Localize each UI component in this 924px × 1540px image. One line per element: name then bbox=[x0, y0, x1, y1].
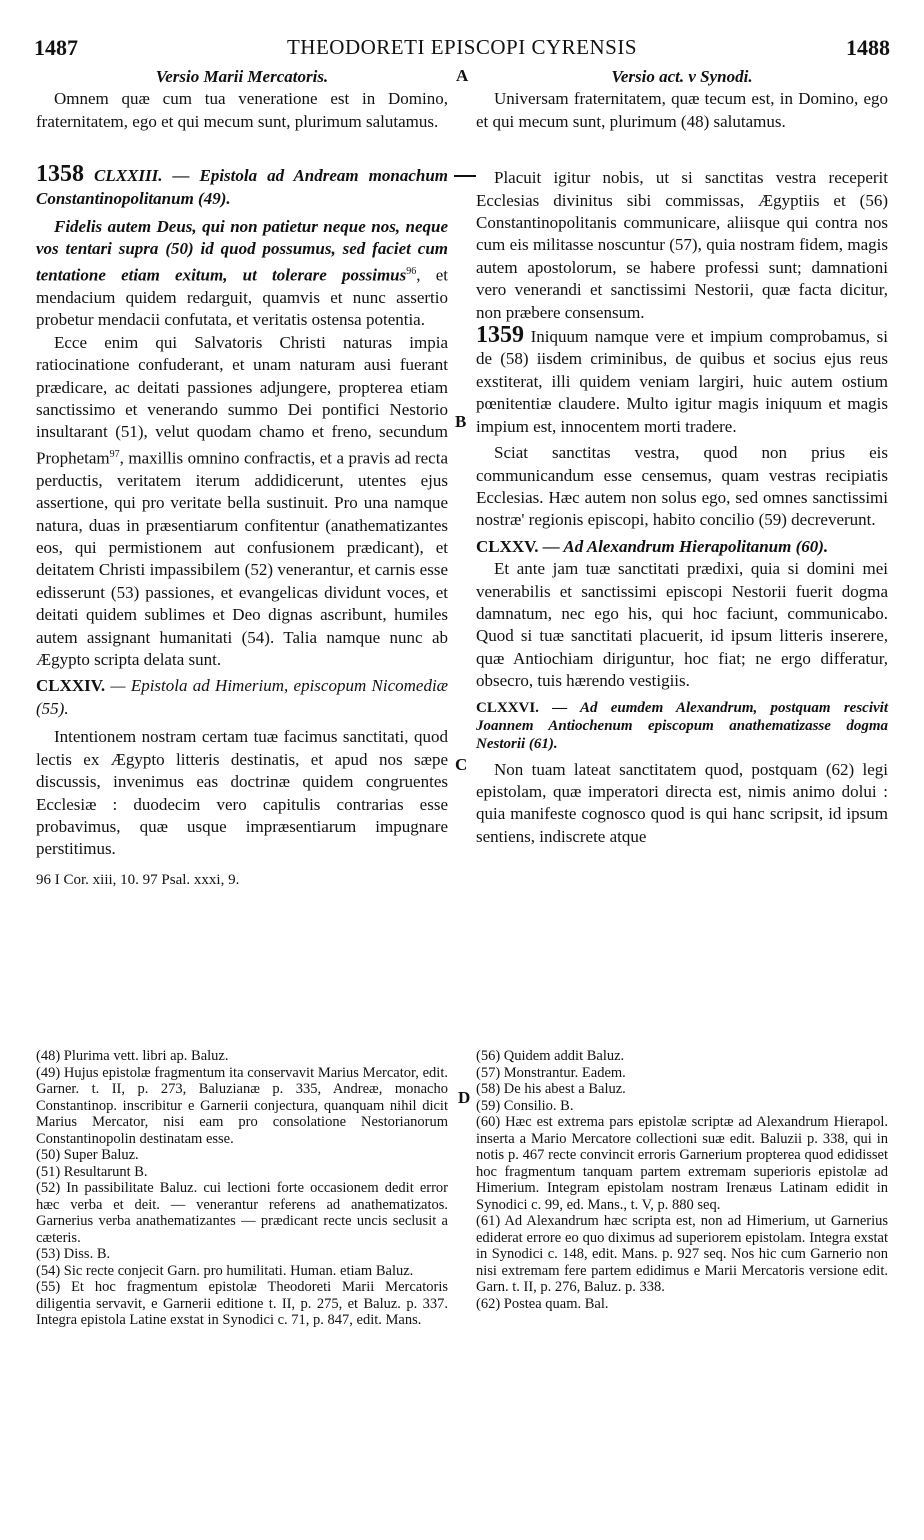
margin-letter-d: D bbox=[458, 1088, 471, 1107]
footnote-ref: 97 bbox=[109, 448, 120, 460]
note-48: (48) Plurima vett. libri ap. Baluz. bbox=[36, 1048, 229, 1064]
right-paragraph-1: Placuit igitur nobis, ut si sanctitas vestra receperit Ecclesias divinitus sibi commissas, Ægyptiis et (56) Constantinopolitanis communicare, aliisque qui contra nos cum eis militasse noscuntur (57), quia nostram fidem, magis autem apostolorum, se habere professi sunt; damnationi vero venerandi et sanctissimi Nestorii, quæ facta dicitur, non præbere consensum. bbox=[476, 168, 888, 322]
version-text-right: Universam fraternitatem, quæ tecum est, in Domino, ego et qui mecum sunt, plurimum (48) salutamus. bbox=[476, 89, 888, 131]
footnote-ref: 96 bbox=[406, 265, 417, 277]
page-number-left: 1487 bbox=[34, 35, 78, 60]
notes-left bbox=[36, 1048, 448, 1329]
note-52: (52) In passibilitate Baluz. cui lectioni forte occasionem dedit error hæc verba et deit. — venerantur referens ad anathematizatos. Garnerius verba anathematizantes — prædicant recte uncis seclusit a cæteris. bbox=[36, 1180, 448, 1246]
scripture-quote: Fidelis autem Deus, qui non patietur neque nos, neque vos tentari supra (50) id quod possumus, sed faciet cum tentatione etiam exitum, ut tolerare possimus bbox=[36, 217, 448, 285]
note-50: (50) Super Baluz. bbox=[36, 1147, 139, 1163]
version-text-left: Omnem quæ cum tua veneratione est in Domino, fraternitatem, ego et qui mecum sunt, plurimum salutamus. bbox=[36, 89, 448, 131]
note-62: (62) Postea quam. Bal. bbox=[476, 1295, 609, 1312]
note-51: (51) Resultarunt B. bbox=[36, 1163, 148, 1180]
running-header bbox=[30, 33, 894, 63]
epistle-173-heading bbox=[36, 163, 448, 210]
epistle-175-heading bbox=[476, 536, 888, 558]
note-58: (58) De his abest a Baluz. bbox=[476, 1081, 626, 1097]
margin-letter-c: C bbox=[455, 755, 468, 774]
note-54: (54) Sic recte conjecit Garn. pro humilitati. Human. etiam Baluz. bbox=[36, 1262, 414, 1279]
note-55: (55) Et hoc fragmentum epistolæ Theodoreti Marii Mercatoris diligentia servavit, e Garnerii editione t. II, p. 275, et Baluz. p. 337. Integra epistola Latine exstat in Synodici c. 71, p. 847, edit. Mans. bbox=[36, 1279, 448, 1328]
margin-letter-a: A bbox=[456, 66, 469, 85]
paragraph-text: Ecce enim qui Salvatoris Christi naturas impia ratiocinatione confuderant, et unam naturam ausi fuerant prædicare, ac deitati passiones adjungere, propterea etiam sanctissimo et venerando summo Dei pontifici Nestorio insultarant (51), velut quodam chamo et freno, secundum Prophetam bbox=[36, 332, 448, 468]
paragraph-text: , maxillis omnino confractis, et a pravis ad recta perductis, veritatem iterum addidicerunt, utentes ejus assertione, qui pro veritate bella sustinuit. Pro una namque natura, duas in præsentiarum confitentur (anathematizantes eos, qui permistionem aut confusionem prædicant), et deitatem Christi impassibilem (52) venerantur, et carnis esse edisserunt (53) passiones, et evangelicas dividunt voces, et deitati quidem sublimes et Deo dignas ascribunt, humiles autem assignant humanitati (54). Talia namque nunc ab Ægypto scripta delata sunt. bbox=[36, 448, 448, 670]
version-heading-left: Versio Marii Mercatoris. bbox=[155, 67, 329, 86]
epistle-173-paragraph-1 bbox=[36, 216, 448, 332]
epistle-176-heading bbox=[476, 699, 888, 753]
epistle-174-title: — Epistola ad Himerium, episcopum Nicomediæ (55). bbox=[36, 676, 449, 718]
running-title: THEODORETI EPISCOPI CYRENSIS bbox=[286, 35, 638, 59]
epistle-174-number: CLXXIV. bbox=[36, 676, 106, 696]
scripture-footnotes: 96 I Cor. xiii, 10. 97 Psal. xxxi, 9. bbox=[36, 871, 240, 888]
note-57: (57) Monstrantur. Eadem. bbox=[476, 1064, 626, 1081]
column-number-1359: 1359 bbox=[476, 322, 524, 349]
note-60: (60) Hæc est extrema pars epistolæ scriptæ ad Alexandrum Hierapol. inserta a Mario Mercatore collectioni suæ edit. Baluzii p. 338, qui in notis p. 467 recte convincit erroris Garnerium propterea quod edidisset hoc fragmentum tanquam partem extremam superioris epistolæ ad Himerium. Integram epistolam nostram Irenæus Latinam edidit in Synodici c. 99, ed. Mans., t. V, p. 880 seq. bbox=[476, 1114, 888, 1213]
note-59: (59) Consilio. B. bbox=[476, 1097, 574, 1114]
note-56: (56) Quidem addit Baluz. bbox=[476, 1048, 625, 1064]
notes-right bbox=[476, 1048, 888, 1312]
margin-letter-b: B bbox=[455, 412, 467, 431]
epistle-174-paragraph-1: Intentionem nostram certam tuæ facimus sanctitati, quod lectis ex Ægypto litteris destinatis, et apud nos sæpe discussis, invenimus eas doctrinæ quidem congruentes Ecclesiæ : duodecim vero capitulis contrarias esse probavimus, quæ usque impræsentiarum impugnare perstitimus. bbox=[36, 727, 448, 859]
epistle-176-paragraph: Non tuam lateat sanctitatem quod, postquam (62) legi epistolam, quæ imperatori directa est, nimis animo dolui : quia manifeste cognosco quod is qui hanc scripsit, id ipsum sentiens, indiscrete atque bbox=[476, 759, 888, 846]
paragraph-text: Iniquum namque vere et impium comprobamus, si de (58) iisdem criminibus, de quibus et socius ejus reus exstiterat, illi quidem veniam largiri, huic autem ostium pœnitentiæ claudere. Multo igitur magis iniquum et magis impium est, innocentem morti tradere. bbox=[476, 327, 888, 436]
note-61: (61) Ad Alexandrum hæc scripta est, non ad Himerium, ut Garnerius ediderat errore eo quo diximus ad superiorem epistolam. Integra exstat in Synodici c. 148, edit. Mans. p. 927 seq. Nos hic cum Garnerio non nisi extremam fere partem edidimus e Marii Mercatoris versione edit. Garn. t. II, p. 276, Baluz. p. 338. bbox=[476, 1213, 888, 1295]
epistle-174-heading bbox=[36, 675, 448, 720]
epistle-176-title: — Ad eumdem Alexandrum, postquam rescivit Joannem Antiochenum episcopum anathematizasse dogma Nestorii (61). bbox=[476, 699, 888, 752]
epistle-173-title: CLXXIII. — Epistola ad Andream monachum Constantinopolitanum (49). bbox=[36, 166, 448, 208]
right-paragraph-3: Sciat sanctitas vestra, quod non prius eis communicandum esse censemus, quam vestras recipiatis Ecclesias. Hæc autem non solus ego, sed omnes sanctissimi nostræ' regionis episcopi, habito concilio (59) decreverunt. bbox=[476, 443, 888, 530]
note-53: (53) Diss. B. bbox=[36, 1246, 111, 1262]
page-number-right: 1488 bbox=[846, 35, 890, 60]
right-paragraph-2 bbox=[476, 324, 888, 438]
paragraph-text: , et mendacium quidem redarguit, quamvis et nunc assertio probetur mendacii confutata, et veritatis ostensa potentia. bbox=[36, 265, 448, 330]
version-heading-right: Versio act. v Synodi. bbox=[611, 67, 753, 86]
epistle-176-number: CLXXVI. bbox=[476, 699, 539, 716]
epistle-175-title: — Ad Alexandrum Hierapolitanum (60). bbox=[542, 536, 829, 556]
left-column bbox=[36, 66, 448, 891]
column-number-1358: 1358 bbox=[36, 161, 84, 188]
epistle-175-paragraph: Et ante jam tuæ sanctitati prædixi, quia si domini mei venerabilis et sanctissimi episcopi Nestorii fuerit dogma damnatum, nec ego his, qui hoc faciunt, communicabo. Quod si tuæ sanctitati placuerit, id ipsum litteris inserere, quæ Antiochiam diriguntur, hoc fiat; ne ergo differatur, obsecro, tuis hærendo vestigiis. bbox=[476, 559, 888, 691]
note-49: (49) Hujus epistolæ fragmentum ita conservavit Marius Mercator, edit. Garner. t. II, p. 273, Baluzianæ p. 335, Andreæ, monacho Constantinop. inscribitur e Garnerii conjectura, quanquam nihil dicit Marius Mercator, nisi eam pro consolatione Nestorianorum Constantinopolin destinatam esse. bbox=[36, 1064, 448, 1147]
right-column bbox=[476, 66, 888, 848]
epistle-175-number: CLXXV. bbox=[476, 536, 539, 556]
column-divider-dash bbox=[454, 175, 476, 177]
epistle-173-paragraph-2 bbox=[36, 332, 448, 672]
